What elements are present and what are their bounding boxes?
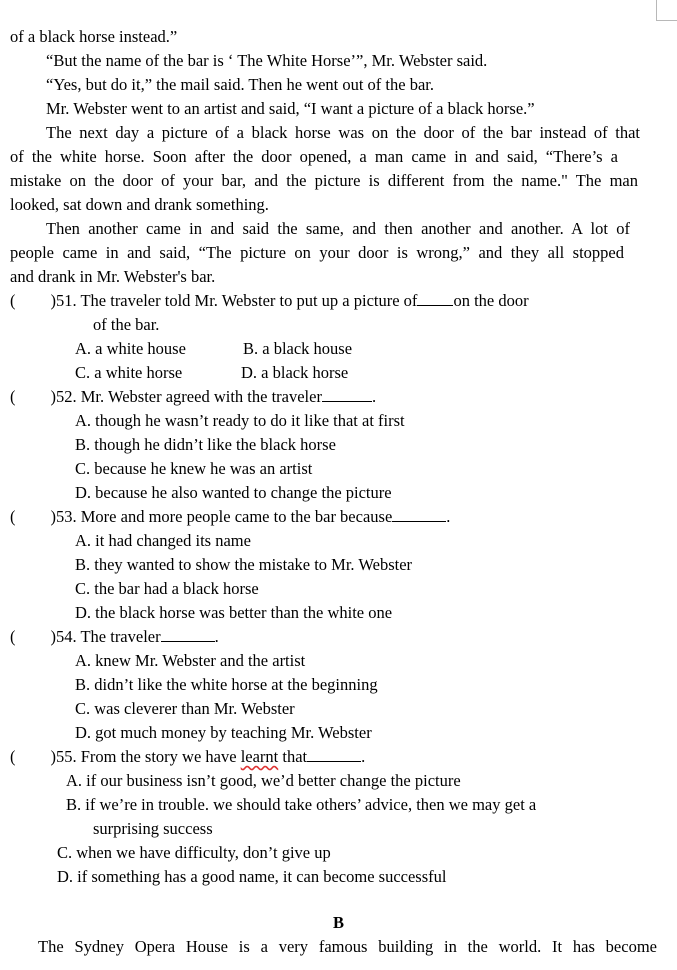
option-d: D. got much money by teaching Mr. Webster [75, 723, 372, 742]
fill-blank [161, 627, 215, 642]
option-d: D. the black horse was better than the white one [75, 603, 393, 622]
option-d: D. a black horse [241, 363, 349, 382]
option-b: B. a black house [243, 339, 353, 358]
option-b: B. didn’t like the white horse at the beginning [75, 675, 378, 694]
option-c: C. the bar had a black horse [75, 579, 259, 598]
passage-line: Then another came in and said the same, and then another and another. A lot of [46, 219, 630, 238]
passage-line: people came in and said, “The picture on your door is wrong,” and they all stopped [10, 243, 624, 262]
answer-paren-open: ( [10, 387, 16, 406]
question-55: ( )55. From the story we have learnt that . [10, 747, 366, 766]
passage-line: The next day a picture of a black horse was on the door of the bar instead of that [46, 123, 640, 142]
option-c: C. because he knew he was an artist [75, 459, 313, 478]
question-52: ( )52. Mr. Webster agreed with the traveler . [10, 387, 377, 406]
question-stem: From the story we have [80, 747, 241, 766]
option-c: C. was cleverer than Mr. Webster [75, 699, 295, 718]
question-stem: Mr. Webster agreed with the traveler [80, 387, 322, 406]
option-d: D. because he also wanted to change the picture [75, 483, 392, 502]
option-c: C. when we have difficulty, don’t give up [57, 843, 331, 862]
question-51: ( )51. The traveler told Mr. Webster to put up a picture of on the door [10, 291, 529, 310]
question-stem-cont: of the bar. [93, 315, 160, 334]
fill-blank [417, 291, 453, 306]
option-d: D. if something has a good name, it can become successful [57, 867, 447, 886]
question-number: 53. [56, 507, 77, 526]
question-number: 55. [56, 747, 77, 766]
fill-blank [307, 747, 361, 762]
question-stem: The traveler [80, 627, 161, 646]
question-stem: The traveler told Mr. Webster to put up a picture of [80, 291, 418, 310]
fill-blank [322, 387, 372, 402]
passage-line: of the white horse. Soon after the door opened, a man came in and said, “There’s a [10, 147, 618, 166]
question-54: ( )54. The traveler . [10, 627, 219, 646]
passage-line: “But the name of the bar is ‘ The White Horse’”, Mr. Webster said. [46, 51, 488, 70]
passage-line: and drank in Mr. Webster's bar. [10, 267, 216, 286]
question-stem: More and more people came to the bar because [80, 507, 393, 526]
option-b: B. they wanted to show the mistake to Mr. Webster [75, 555, 413, 574]
wavy-word: learnt [240, 747, 279, 766]
fill-blank [392, 507, 446, 522]
option-a: A. if our business isn’t good, we’d better change the picture [66, 771, 461, 790]
section-b-first-line: The Sydney Opera House is a very famous building in the world. It has become [38, 937, 657, 956]
question-number: 54. [56, 627, 77, 646]
answer-paren-open: ( [10, 291, 16, 310]
option-a: A. though he wasn’t ready to do it like that at first [75, 411, 405, 430]
option-a: A. a white house [75, 339, 186, 358]
passage-line: “Yes, but do it,” the mail said. Then he went out of the bar. [46, 75, 434, 94]
option-b-cont: surprising success [93, 819, 213, 838]
passage-line: mistake on the door of your bar, and the picture is different from the name." The man [10, 171, 638, 190]
question-number: 52. [56, 387, 77, 406]
option-a: A. knew Mr. Webster and the artist [75, 651, 306, 670]
section-heading: B [332, 913, 344, 932]
option-c: C. a white horse [75, 363, 183, 382]
passage-line: looked, sat down and drank something. [10, 195, 269, 214]
option-b: B. if we’re in trouble. we should take others’ advice, then we may get a [66, 795, 537, 814]
option-a: A. it had changed its name [75, 531, 251, 550]
passage-line: Mr. Webster went to an artist and said, “I want a picture of a black horse.” [46, 99, 535, 118]
page-corner-mark [656, 0, 677, 21]
answer-paren-open: ( [10, 627, 16, 646]
passage-line: of a black horse instead.” [10, 27, 178, 46]
answer-paren-open: ( [10, 747, 16, 766]
question-53: ( )53. More and more people came to the bar because . [10, 507, 451, 526]
answer-paren-open: ( [10, 507, 16, 526]
question-number: 51. [56, 291, 77, 310]
option-b: B. though he didn’t like the black horse [75, 435, 336, 454]
